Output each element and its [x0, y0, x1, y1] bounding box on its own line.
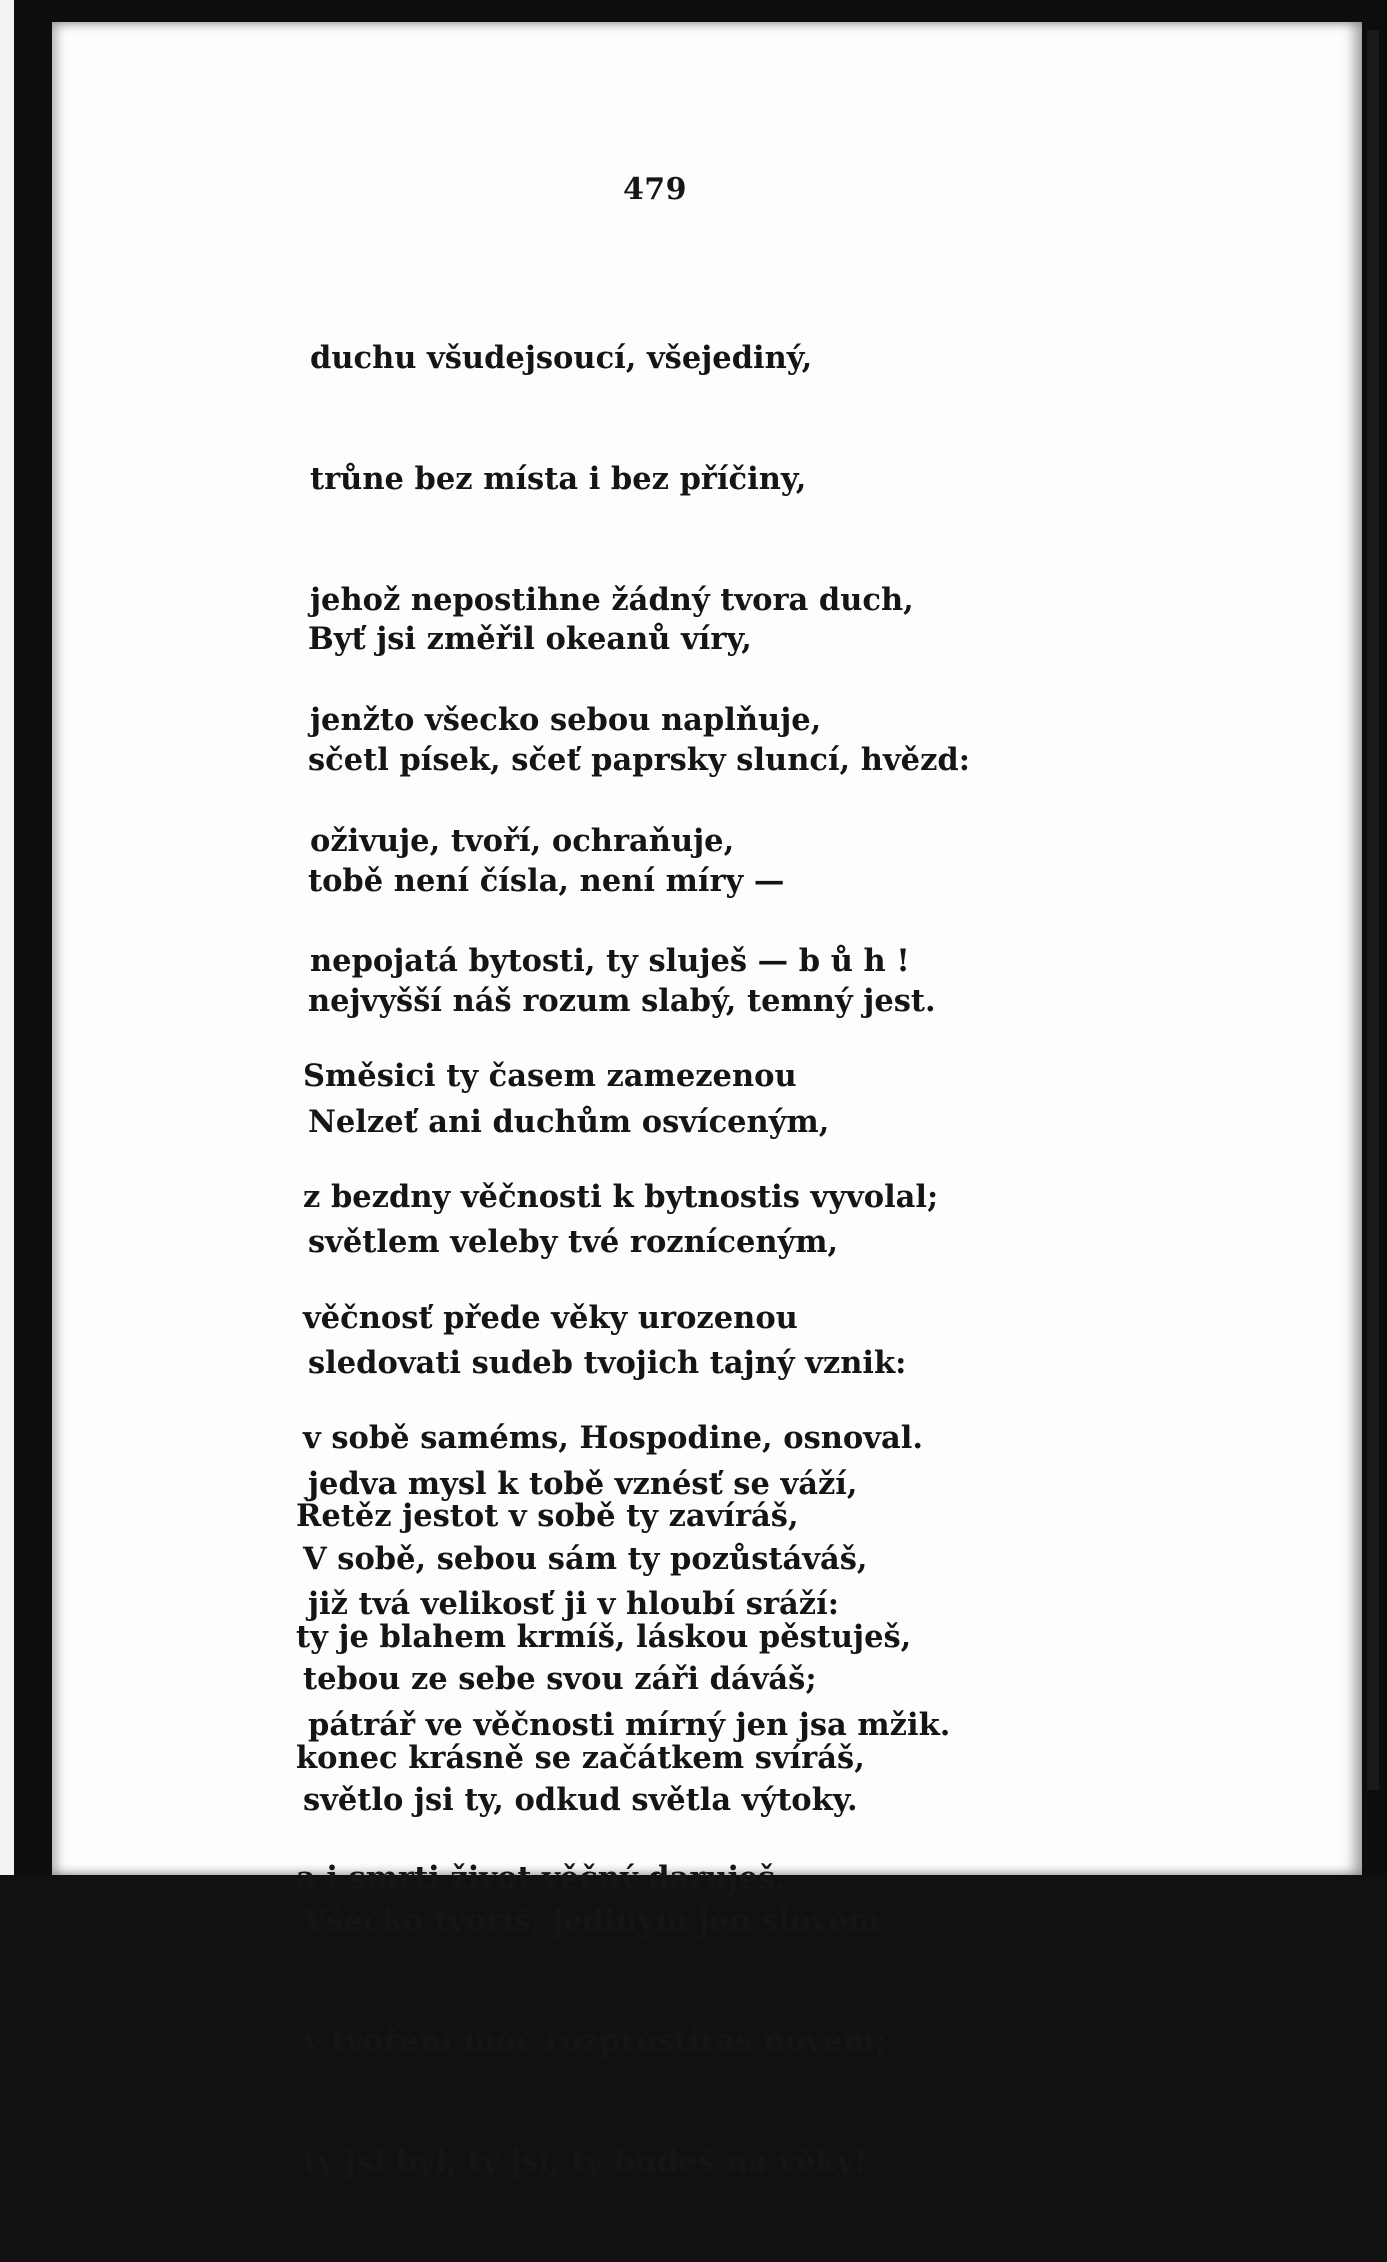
poem-line: z bezdny věčnosti k bytnostis vyvolal;	[303, 1179, 939, 1215]
poem-line: v tvoření moc rozprostíráš novém;	[303, 2023, 887, 2060]
poem-line: a i smrti život věčný daruješ.	[296, 1860, 786, 1897]
poem-line: Všecko tvoříš, jediným jen slovem	[303, 1902, 880, 1939]
page-right-edge	[1367, 30, 1379, 1790]
poem-line: ty je blahem krmíš, láskou pěstuješ,	[296, 1619, 912, 1655]
page-number: 479	[622, 172, 688, 207]
poem-line: Směsici ty časem zamezenou	[303, 1058, 797, 1095]
poem-line: pátrář ve věčnosti mírný jen jsa mžik.	[308, 1706, 951, 1743]
poem-line: V sobě, sebou sám ty pozůstáváš,	[303, 1540, 868, 1577]
poem-line: ty jsi byl, ty jsi, ty budeš na věky!	[303, 2143, 868, 2180]
poem-line: světlem veleby tvé rozníceným,	[308, 1224, 839, 1261]
poem-line: jenžto všecko sebou naplňuje,	[310, 702, 822, 739]
poem-line: nejvyšší náš rozum slabý, temný jest.	[308, 983, 936, 1020]
poem-line: tebou ze sebe svou záři dáváš;	[303, 1661, 817, 1698]
poem-line: již tvá velikosť ji v hloubí sráží:	[308, 1586, 839, 1623]
poem-line: sčetl písek, sčeť paprsky sluncí, hvězd:	[308, 742, 970, 778]
poem-line: sledovati sudeb tvojich tajný vznik:	[308, 1344, 907, 1381]
poem-line: konec krásně se začátkem svíráš,	[296, 1739, 865, 1776]
poem-line: oživuje, tvoří, ochraňuje,	[310, 822, 735, 859]
poem-line: Řetěz jestot v sobě ty zavíráš,	[296, 1498, 799, 1535]
poem-line: jedva mysl k tobě vznésť se váží,	[308, 1465, 858, 1502]
poem-line: nepojatá bytosti, ty sluješ — b ů h !	[310, 943, 910, 980]
poem-stanza-4	[296, 1416, 911, 1979]
poem-line: tobě není čísla, není míry —	[308, 862, 785, 899]
poem-line: trůne bez místa i bez příčiny,	[310, 461, 807, 497]
poem-line: duchu všudejsoucí, všejediný,	[310, 340, 813, 377]
poem-line: věčnosť přede věky urozenou	[303, 1299, 798, 1336]
poem-line: v sobě saméms, Hospodine, osnoval.	[303, 1420, 923, 1457]
poem-line: Byť jsi změřil okeanů víry,	[308, 621, 752, 658]
poem-line: jehož nepostihne žádný tvora duch,	[310, 581, 914, 618]
page-left-edge	[0, 0, 14, 1875]
poem-line: Nelzeť ani duchům osvíceným,	[308, 1103, 830, 1140]
poem-line: světlo jsi ty, odkud světla výtoky.	[303, 1781, 858, 1818]
